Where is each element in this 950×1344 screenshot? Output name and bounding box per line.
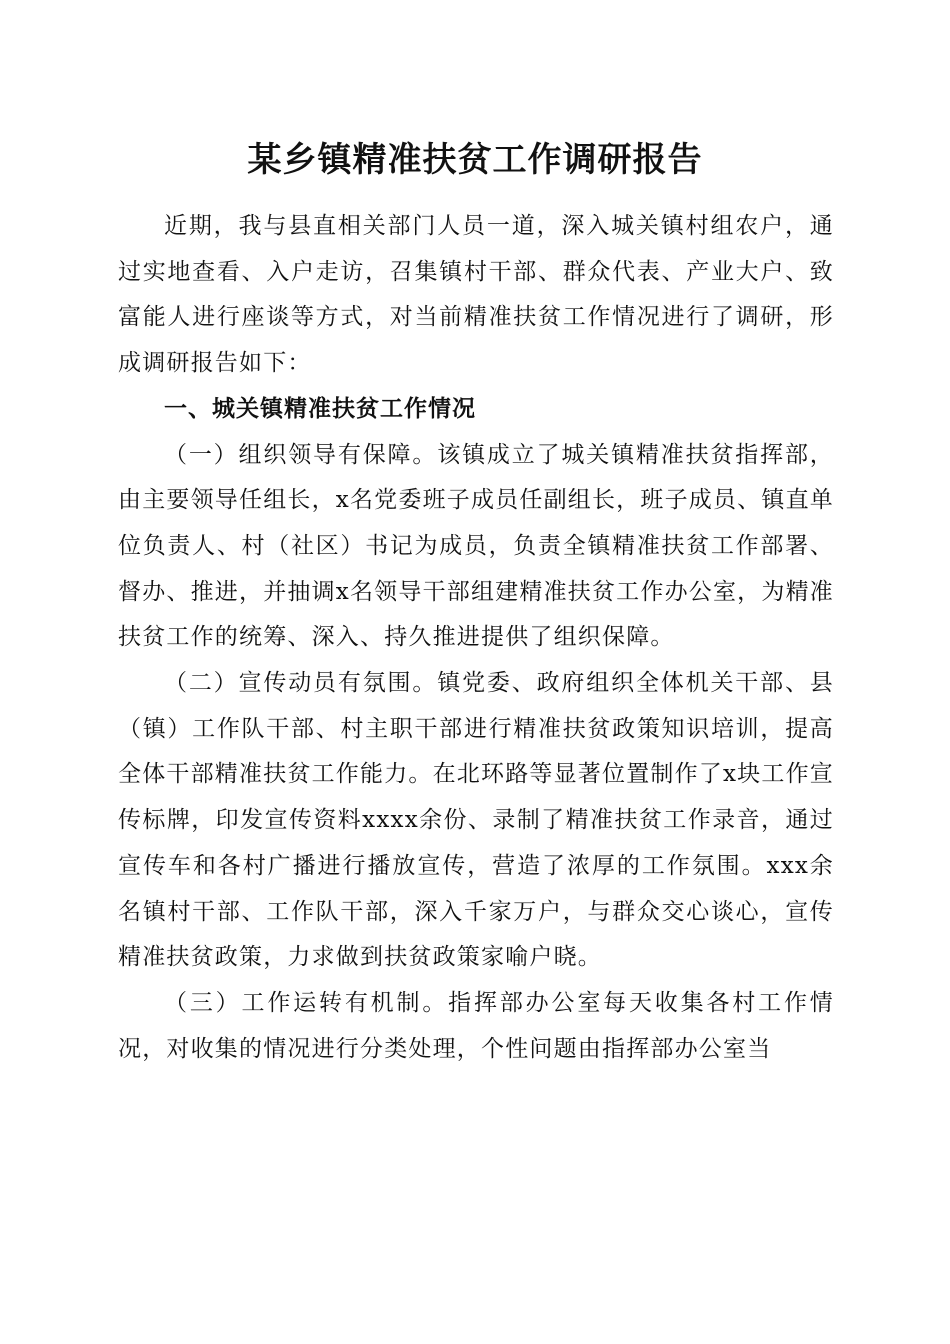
paragraph-publicity: [118, 661, 834, 981]
paragraph-lead: （三）工作运转有机制。: [164, 989, 449, 1016]
paragraph-lead: （二）宣传动员有氛围。: [164, 670, 438, 697]
paragraph-text: 该镇成立了城关镇精准扶贫指挥部，由主要领导任组长，x名党委班子成员任副组长，班子成员、镇直单位负责人、村（社区）书记为成员，负责全镇精准扶贫工作部署、督办、推进，并抽调x名领导干部组建精准扶贫工作办公室，为精准扶贫工作的统筹、深入、持久推进提供了组织保障。: [118, 441, 835, 651]
document-title: 某乡镇精准扶贫工作调研报告: [247, 140, 703, 180]
intro-paragraph: 近期，我与县直相关部门人员一道，深入城关镇村组农户，通过实地查看、入户走访，召集镇村干部、群众代表、产业大户、致富能人进行座谈等方式，对当前精准扶贫工作情况进行了调研，形成调研报告如下：: [118, 213, 834, 377]
section-heading: 一、城关镇精准扶贫工作情况: [164, 395, 476, 422]
paragraph-mechanism: [118, 981, 834, 1072]
document-body: [118, 204, 834, 1072]
paragraph-text: 镇党委、政府组织全体机关干部、县（镇）工作队干部、村主职干部进行精准扶贫政策知识培训，提高全体干部精准扶贫工作能力。在北环路等显著位置制作了x块工作宣传标牌，印发宣传资料xxxx余份、录制了精准扶贫工作录音，通过宣传车和各村广播进行播放宣传，营造了浓厚的工作氛围。xxx余名镇村干部、工作队干部，深入千家万户，与群众交心谈心，宣传精准扶贫政策，力求做到扶贫政策家喻户晓。: [118, 670, 835, 971]
paragraph-text: 指挥部办公室每天收集各村工作情况，对收集的情况进行分类处理，个性问题由指挥部办公室当: [118, 989, 835, 1062]
paragraph-organization: [118, 433, 834, 662]
paragraph-lead: （一）组织领导有保障。: [164, 441, 438, 468]
